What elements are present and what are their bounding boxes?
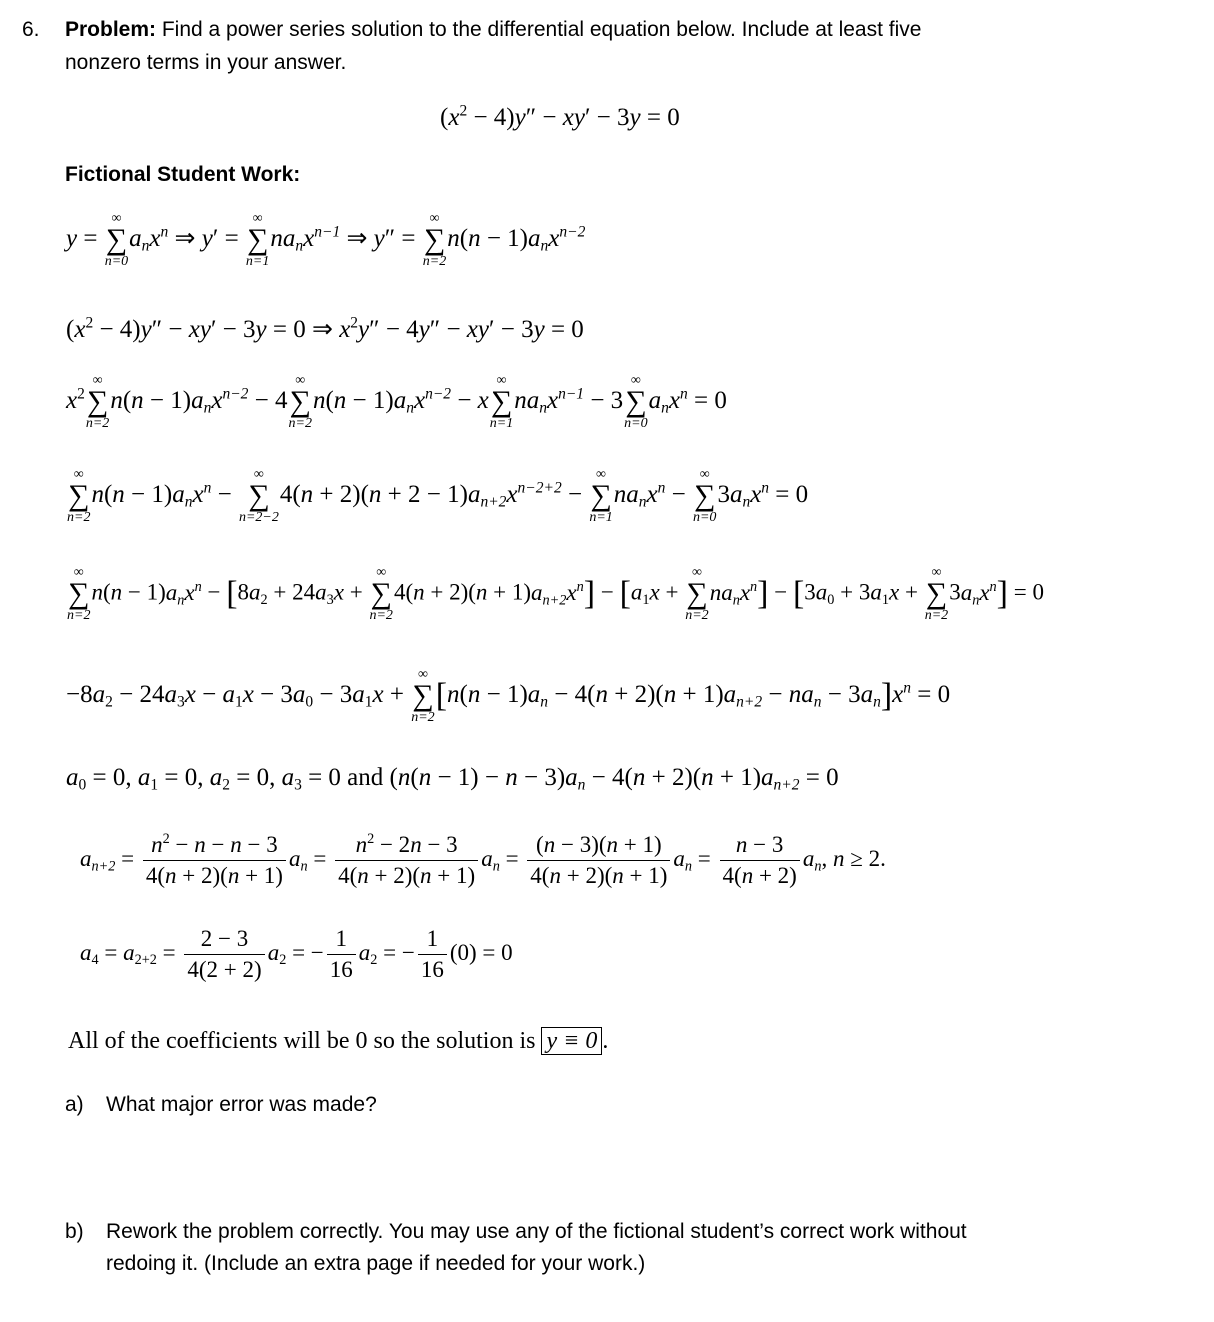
index-shift: ∞ ∑ n=2 $n(n - 1)a_nx^n$ − ∞ ∑ n=2−2 $4(n + 2)(n + 2 - 1)a_{n+2}x^{n-2+2}$ − ∞ ∑ n=1 $na_nx^n$ − ∞ ∑ n=0 $3a_nx^n = 0$ xyxy=(67,467,809,525)
conclusion-text: All of the coefficients will be 0 so the solution is xyxy=(68,1028,536,1054)
part-a-label: a) xyxy=(65,1093,84,1116)
coefficient-conditions: $a_0 = 0$, $a_1 = 0$, $a_2 = 0$, $a_3 = 0$ and $(n(n - 1) - n - 3)a_n - 4(n + 2)(n + 1)a_{n+2} = 0$ xyxy=(66,764,839,794)
problem-number: 6. xyxy=(22,18,40,41)
part-a-text: What major error was made? xyxy=(106,1093,377,1116)
combined-series: $-8a_2 - 24a_3x - a_1x - 3a_0 - 3a_1x$ + ∞ ∑ n=2 $[n(n - 1)a_n - 4(n + 2)(n + 1)a_{n+2} - na_n - 3a_n]x^n = 0$ xyxy=(66,667,951,725)
expanded-equation: $(x^2 - 4)y'' - xy' - 3y = 0$ ⇒ $x^2y'' - 4y'' - xy' - 3y = 0$ xyxy=(66,314,584,343)
a4-computation: $a_4 = a_{2+2}$ = $\frac{2 - 3}{4(2 + 2)}$ $a_2$ = − $\frac{1}{16}$ $a_2$ = − $\frac{1}{16}$ (0) = 0 xyxy=(80,926,513,982)
pulled-out-terms: ∞ ∑ n=2 $n(n - 1)a_nx^n - [8a_2 + 24a_3x$ + ∞ ∑ n=2 $4(n + 2)(n + 1)a_{n+2}x^n] - [a_1x$ + ∞ ∑ n=2 $na_nx^n] - [3a_0 + 3a_1x$ + ∞ ∑ n=2 $3a_nx^n] = 0$ xyxy=(67,565,1044,623)
part-b-text-line2: redoing it. (Include an extra page if needed for your work.) xyxy=(106,1252,646,1275)
recurrence-relation: $a_{n+2}$ = $\frac{n^2 - n - n - 3}{4(n + 2)(n + 1)}$ $a_n$ = $\frac{n^2 - 2n - 3}{4(n + 2)(n + 1)}$ $a_n$ = $\frac{(n - 3)(n + 1)}{4(n + 2)(n + 1)}$ $a_n$ = $\frac{n - 3}{4(n + 2)}$ $a_n$, n ≥ 2. xyxy=(80,831,886,888)
boxed-answer: y ≡ 0 xyxy=(541,1027,602,1055)
problem-text-line2: nonzero terms in your answer. xyxy=(65,51,347,74)
problem-text-line1: Find a power series solution to the differential equation below. Include at least five xyxy=(161,18,922,41)
problem-text xyxy=(65,18,921,42)
series-definitions: y = ∞ ∑ n=0 $a_nx^n$ ⇒ y′ = ∞ ∑ n=1 $na_nx^{n-1}$ ⇒ y″ = ∞ ∑ n=2 $n(n - 1)a_nx^{n-2}$ xyxy=(66,211,586,269)
main-equation: $(x^2 - 4)y'' - xy' - 3y = 0$ xyxy=(440,102,680,131)
problem-label: Problem: xyxy=(65,18,157,41)
substituted-series: $x^2$ ∞ ∑ n=2 $n(n - 1)a_nx^{n-2} - 4$ ∞ ∑ n=2 $n(n - 1)a_nx^{n-2} - x$ ∞ ∑ n=1 $na_nx^{n-1} - 3$ ∞ ∑ n=0 $a_nx^n = 0$ xyxy=(66,373,727,431)
conclusion: All of the coefficients will be 0 so the solution is y ≡ 0 . xyxy=(68,1028,609,1054)
part-b-label: b) xyxy=(65,1220,84,1243)
part-b-text-line1: Rework the problem correctly. You may use any of the fictional student’s correct work without xyxy=(106,1220,967,1243)
student-work-heading: Fictional Student Work: xyxy=(65,163,301,186)
